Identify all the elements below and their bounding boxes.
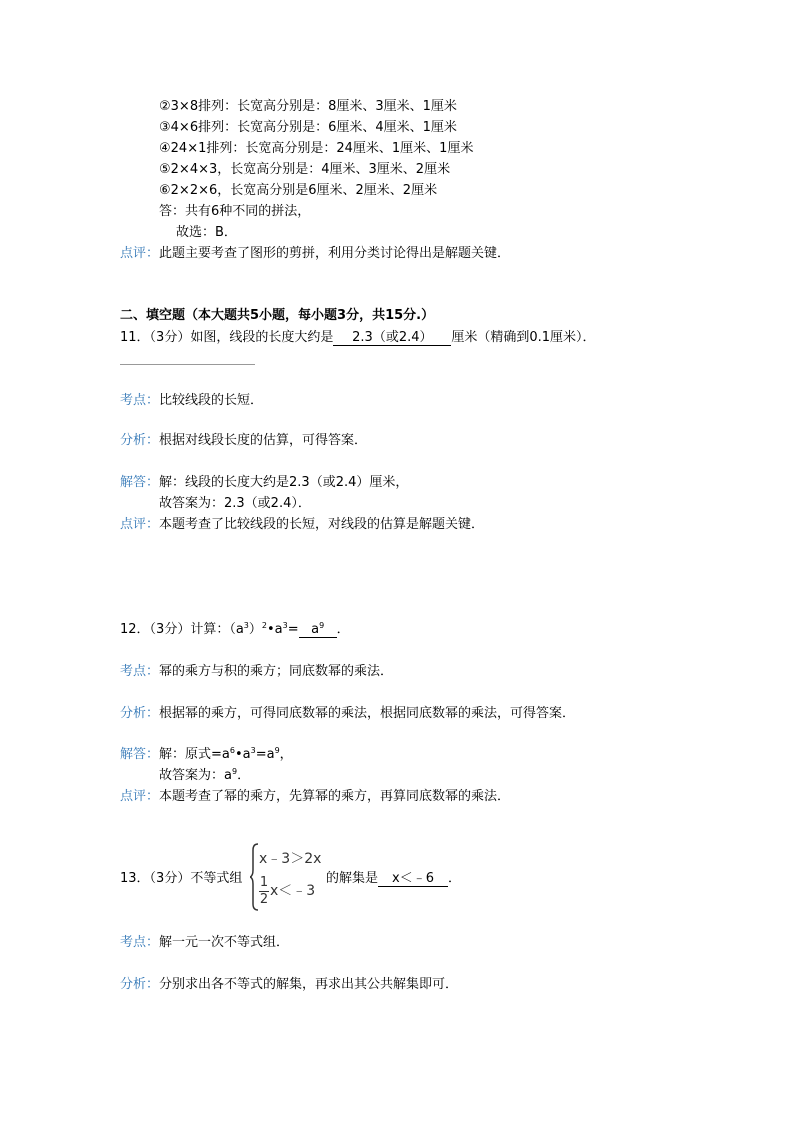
jieda-line-2: 故答案为：2.3（或2.4）． bbox=[159, 496, 311, 511]
answer-exp: 9 bbox=[319, 621, 325, 630]
answer-blank: 2.3（或2.4） bbox=[333, 330, 451, 346]
kaodian-text: 比较线段的长短． bbox=[159, 393, 264, 408]
solution-line: ⑥2×2×6，长宽高分别是6厘米、2厘米、2厘米 bbox=[159, 183, 438, 198]
solution-line: ③4×6排列：长宽高分别是：6厘米、4厘米、1厘米 bbox=[159, 120, 457, 135]
pingping-text: 本题考查了幂的乘方，先算幂的乘方，再算同底数幂的乘法． bbox=[159, 789, 511, 804]
solution-line: ⑤2×4×3，长宽高分别是：4厘米、3厘米、2厘米 bbox=[159, 162, 451, 177]
fenxi-row bbox=[120, 976, 458, 994]
jieda-label: 解答： bbox=[120, 475, 160, 490]
fenxi-text: 根据对线段长度的估算，可得答案． bbox=[159, 433, 368, 448]
inequality-2: x＜﹣3 bbox=[270, 883, 316, 899]
pingping-row bbox=[120, 788, 510, 806]
kaodian-row bbox=[120, 934, 289, 952]
kaodian-row bbox=[120, 392, 263, 410]
stem-after: ． bbox=[336, 622, 350, 637]
kaodian-label: 考点： bbox=[120, 393, 160, 408]
review-label: 点评： bbox=[120, 246, 160, 261]
jieda-row bbox=[120, 746, 293, 764]
fenxi-row bbox=[120, 432, 367, 450]
pingping-text: 本题考查了比较线段的长短，对线段的估算是解题关键． bbox=[159, 517, 485, 532]
kaodian-text: 解一元一次不等式组． bbox=[159, 935, 290, 950]
question-12-stem bbox=[120, 621, 350, 639]
stem-after: 厘米（精确到0.1厘米）． bbox=[451, 330, 596, 345]
fenxi-label: 分析： bbox=[120, 977, 160, 992]
review-text: 此题主要考查了图形的剪拼，利用分类讨论得出是解题关键． bbox=[159, 246, 511, 261]
solution-line: 故选：B． bbox=[176, 225, 237, 240]
fraction-numerator: 1 bbox=[259, 875, 269, 890]
answer-base: a bbox=[311, 622, 320, 637]
pingping-label: 点评： bbox=[120, 517, 160, 532]
fenxi-text: 根据幂的乘方，可得同底数幂的乘法，根据同底数幂的乘法，可得答案． bbox=[159, 706, 576, 721]
jieda-line-2: 故答案为：$a^9$． bbox=[159, 767, 251, 783]
exp: 3 bbox=[243, 621, 249, 630]
fenxi-label: 分析： bbox=[120, 706, 160, 721]
stem-mid2: •a bbox=[266, 622, 283, 637]
stem-after: ． bbox=[448, 871, 462, 886]
fenxi-row bbox=[120, 705, 575, 723]
jieda-row bbox=[120, 474, 408, 492]
solution-line: ②3×8排列：长宽高分别是：8厘米、3厘米、1厘米 bbox=[159, 99, 457, 114]
fenxi-text: 分别求出各不等式的解集，再求出其公共解集即可． bbox=[159, 977, 459, 992]
question-11-stem bbox=[120, 329, 596, 347]
answer-blank: x＜﹣6 bbox=[378, 871, 448, 887]
kaodian-row bbox=[120, 663, 393, 681]
kaodian-label: 考点： bbox=[120, 935, 160, 950]
kaodian-text: 幂的乘方与积的乘方；同底数幂的乘法． bbox=[159, 664, 394, 679]
solution-line: 答：共有6种不同的拼法， bbox=[159, 204, 311, 219]
stem-before: 11．（3分）如图，线段的长度大约是 bbox=[120, 330, 334, 345]
stem-eq: = bbox=[287, 622, 299, 637]
line-segment-figure bbox=[120, 364, 255, 365]
stem-before: 13．（3分）不等式组 bbox=[120, 871, 243, 886]
stem-before: 12．（3分）计算：（a bbox=[120, 622, 244, 637]
jieda-label: 解答： bbox=[120, 747, 160, 762]
stem-mid: ） bbox=[248, 622, 262, 637]
exp: 3 bbox=[282, 621, 288, 630]
solution-line: ④24×1排列：长宽高分别是：24厘米、1厘米、1厘米 bbox=[159, 141, 474, 156]
pingping-label: 点评： bbox=[120, 789, 160, 804]
fraction bbox=[259, 876, 269, 907]
section-heading: 二、填空题（本大题共5小题，每小题3分，共15分.） bbox=[120, 308, 435, 323]
inequality-1: x﹣3＞2x bbox=[259, 851, 322, 867]
fraction-denominator: 2 bbox=[259, 892, 269, 907]
fenxi-label: 分析： bbox=[120, 433, 160, 448]
answer-blank bbox=[299, 622, 337, 638]
exp: 2 bbox=[261, 621, 267, 630]
kaodian-label: 考点： bbox=[120, 664, 160, 679]
review-row bbox=[120, 245, 510, 263]
question-13-stem-rest bbox=[326, 870, 461, 888]
pingping-row bbox=[120, 516, 484, 534]
stem-mid: 的解集是 bbox=[326, 871, 379, 886]
jieda-text: 解：原式$=a^6•a^3=a^9$， bbox=[159, 746, 293, 762]
question-13-stem bbox=[120, 870, 242, 888]
inequality-system bbox=[250, 842, 322, 912]
jieda-text: 解：线段的长度大约是2.3（或2.4）厘米， bbox=[159, 475, 409, 490]
